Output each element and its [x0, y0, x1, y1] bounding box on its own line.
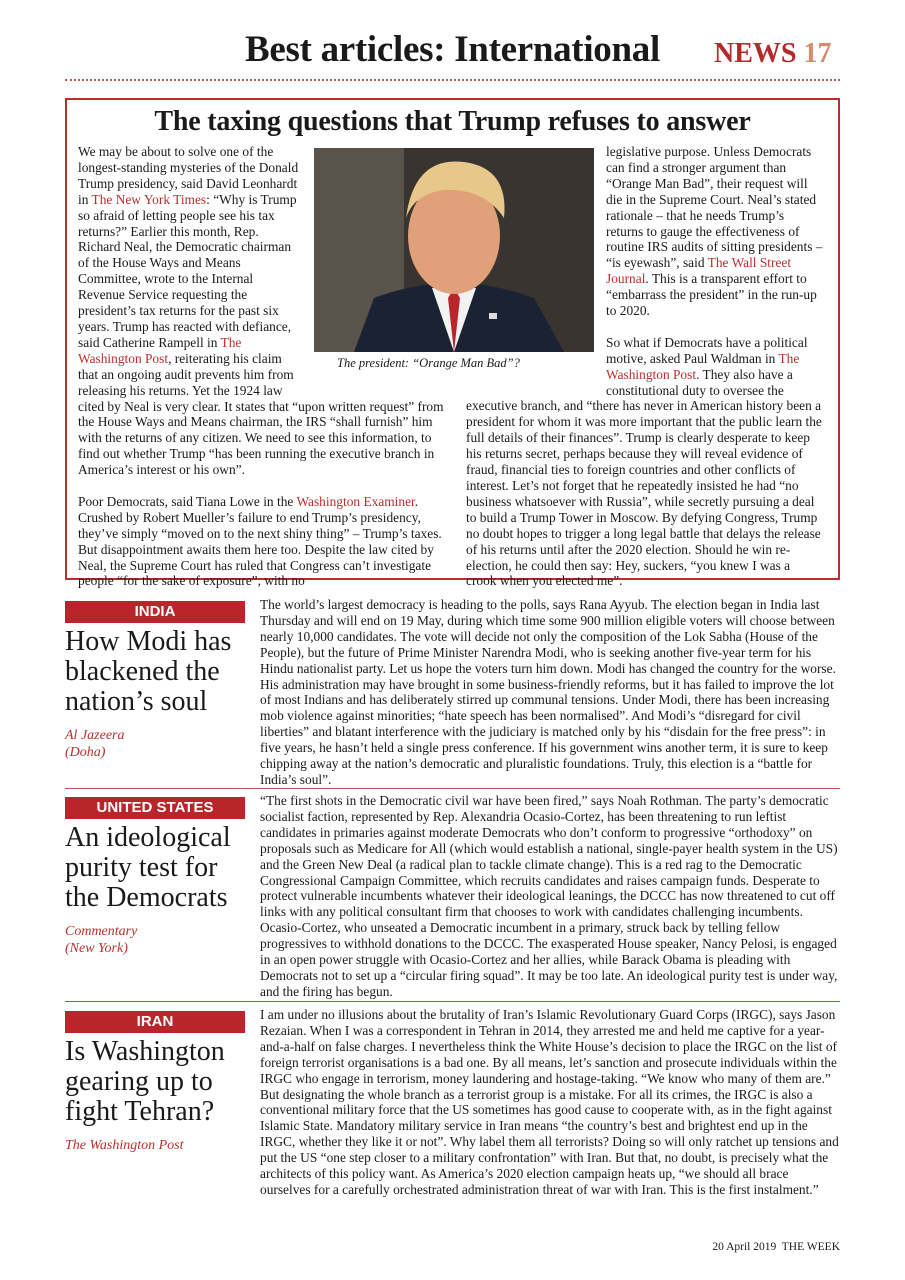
article-headline: An ideological purity test for the Democrats	[65, 822, 231, 913]
article-source: The Washington Post	[65, 1138, 184, 1153]
publication-name: THE WEEK	[781, 1241, 840, 1253]
photo-caption: The president: “Orange Man Bad”?	[337, 356, 520, 370]
article-source: Al Jazeera (Doha)	[65, 728, 125, 760]
article-iran	[65, 1007, 840, 1197]
divider	[65, 788, 840, 789]
page-title: Best articles: International	[245, 29, 660, 70]
text-run: So what if Democrats have a political motive, asked Paul Waldman in	[606, 334, 808, 366]
publication-reference: The Washington Post	[606, 350, 800, 382]
section-tag: IRAN	[65, 1011, 245, 1033]
article-body: I am under no illusions about the brutality of Iran’s Islamic Revolutionary Guard Corps (IRGC), says Jason Rezaian. When I was a correspondent in Tehran in 2014, they arrested me and held me captive for a year-and-a-half on false charges. I nevertheless think the White House’s decision to place the IRGC on the list of foreign terrorist organisations is a bad one. By all means, let’s sanction and prosecute individuals within the IRGC who engage in terrorism, money laundering and hostage-taking. “We know who many of them are.” But designating the whole branch as a terrorist group is a mistake. For all its crimes, the IRGC is also a conventional military force that the US sometimes has good cause to cooperate with, as in the fight against Islamic State. Mandatory military service in Iran means “the country’s best and brightest end up in the IRGC, whether they like it or not”. Why label them all terrorists? Doing so will only ratchet up tensions and put the US “one step closer to a military confrontation” with Iran. But that, no doubt, is precisely what the architects of this policy want. As America’s 2020 election campaign heats up, “we should all brace ourselves for a carefully orchestrated administration threat of war with Iran. This is the first instalment.”	[260, 1007, 839, 1197]
article-headline: Is Washington gearing up to fight Tehran?	[65, 1036, 225, 1127]
page-number: 17	[803, 38, 832, 69]
article-body: The world’s largest democracy is heading to the polls, says Rana Ayyub. The election began in India last Thursday and will end on 19 May, during which time some 900 million eligible voters will choose between nearly 10,000 candidates. The vote will decide not only the composition of the Lok Sabha (House of the People), but the future of Prime Minister Narendra Modi, who is seeking another five-year term for his Hindu nationalist party. Let us hope the voters turn him down. Modi has changed the country for the worse. His administration may have brought in some business-friendly reforms, but it has failed to improve the lot of most Indians and has deliberately stirred up communal tensions. Under Modi, there has been increasing mob violence against minorities; “hate speech has been normalised”. And Modi’s “disregard for civil liberties” and blatant interference with the judiciary is matched only by his “disdain for the free press”: in five years, he hasn’t held a single press conference. If his government wins another term, it is sure to keep chipping away at the nation’s democratic and pluralistic foundations. Truly, this election is a “battle for India’s soul”.	[260, 597, 836, 787]
article-india	[65, 597, 840, 787]
main-article	[65, 98, 840, 589]
text-run: . They also have a constitutional duty to oversee the executive branch, and “there has never in American history been a president for whom it was more important that the public learn the full details of their finances”. Trump is clearly desperate to keep his returns secret, perhaps because they will reveal evidence of fraud, financial ties to foreign countries and other conflicts of interest. Let’s not forget that he repeatedly insisted he had “no business whatsoever with Russia”, while secretly pursuing a deal to build a Trump Tower in Moscow. By defying Congress, Trump no doubt hopes to trigger a long legal battle that delays the release of his returns until after the 2020 election. Should he win re-election, he could then say: Hey, suckers, “you knew I was a crook when you elected me”.	[466, 366, 822, 589]
divider	[65, 79, 840, 81]
issue-date: 20 April 2019	[712, 1241, 777, 1253]
article-body: “The first shots in the Democratic civil war have been fired,” says Noah Rothman. The party’s democratic socialist faction, represented by Rep. Alexandria Ocasio-Cortez, has been threatening to run leftist candidates in primaries against moderate Democrats who don’t conform to progressive “orthodoxy” on proposals such as Medicare for All (which would establish a national, single-payer health system in the US) and the Green New Deal (a radical plan to tackle climate change). This is a red rag to the Democratic Congressional Campaign Committee, which recruits candidates and raises campaign funds. Desperate to protect vulnerable incumbents whatever their ideological leanings, the DCCC has now threatened to cut off links with any political consultant firm that chooses to work with candidates challenging incumbents. Ocasio-Cortez, who unseated a Democratic incumbent in a primary, struck back by telling fellow progressives to withhold donations to the DCCC. The exasperated House speaker, Nancy Pelosi, is engaged in an open power struggle with Ocasio-Cortez and her allies, while Barack Obama is pleading with Democrats not to set up a “circular firing squad”. It may be too late. An ideological purity test is under way, and the firing has begun.	[260, 793, 838, 999]
section-tag: INDIA	[65, 601, 245, 623]
article-headline: The taxing questions that Trump refuses to answer	[154, 106, 751, 137]
article-headline: How Modi has blackened the nation’s soul	[65, 626, 232, 717]
divider	[65, 1001, 840, 1002]
text-run: . Crushed by Robert Mueller’s failure to end Trump’s presidency, they’ve simply “moved on to the next shiny thing” – Trump’s taxes. But disappointment awaits them here too. Despite the law cited by Neal, the Supreme Court has ruled that Congress can’t investigate people “for the sake of exposure”, with no	[78, 493, 442, 589]
article-united-states	[65, 793, 840, 999]
section-name: NEWS	[714, 38, 797, 69]
publication-reference: The Wall Street Journal	[606, 255, 792, 287]
trump-photo	[314, 148, 594, 352]
footer	[712, 1241, 840, 1253]
text-run: We may be about to solve one of the longest-standing mysteries of the Donald Trump presidency, said David Leonhardt in	[78, 144, 299, 207]
text-run: legislative purpose. Unless Democrats can find a stronger argument than “Orange Man Bad”, their request will die in the Supreme Court. Neal’s stated rationale – that he needs Trump’s returns to gauge the effectiveness of routine IRS audits of sitting presidents – “is eyewash”, said	[606, 144, 823, 271]
publication-reference: The Washington Post	[78, 334, 242, 366]
section-tag: UNITED STATES	[65, 797, 245, 819]
article-paragraph	[78, 494, 446, 589]
section-label	[714, 38, 831, 70]
text-run: Poor Democrats, said Tiana Lowe in the	[78, 493, 297, 509]
text-run: , reiterating his claim that an ongoing audit prevents him from releasing his returns. Yet the 1924 law cited by Neal is very clear. It states that “upon written request” from the House Ways and Means chairman, the IRS “shall furnish” him with the returns of any citizen. We need to see this information, to find out whether Trump “has been running the executive branch in America’s interest or his own”.	[78, 350, 444, 478]
article-source: Commentary (New York)	[65, 924, 138, 956]
text-run: . This is a transparent effort to “embarrass the president” in the run-up to 2020.	[606, 271, 817, 319]
text-run: : “Why is Trump so afraid of letting people see his tax returns?” Earlier this month, Rep. Richard Neal, the Democratic chairman of the House Ways and Means Committee, wrote to the Internal Revenue Service requesting the president’s tax returns for the past six years. Trump has reacted with defiance, said Catherine Rampell in	[78, 191, 297, 350]
publication-reference: The New York Times	[91, 191, 207, 207]
publication-reference: Washington Examiner	[296, 493, 415, 509]
